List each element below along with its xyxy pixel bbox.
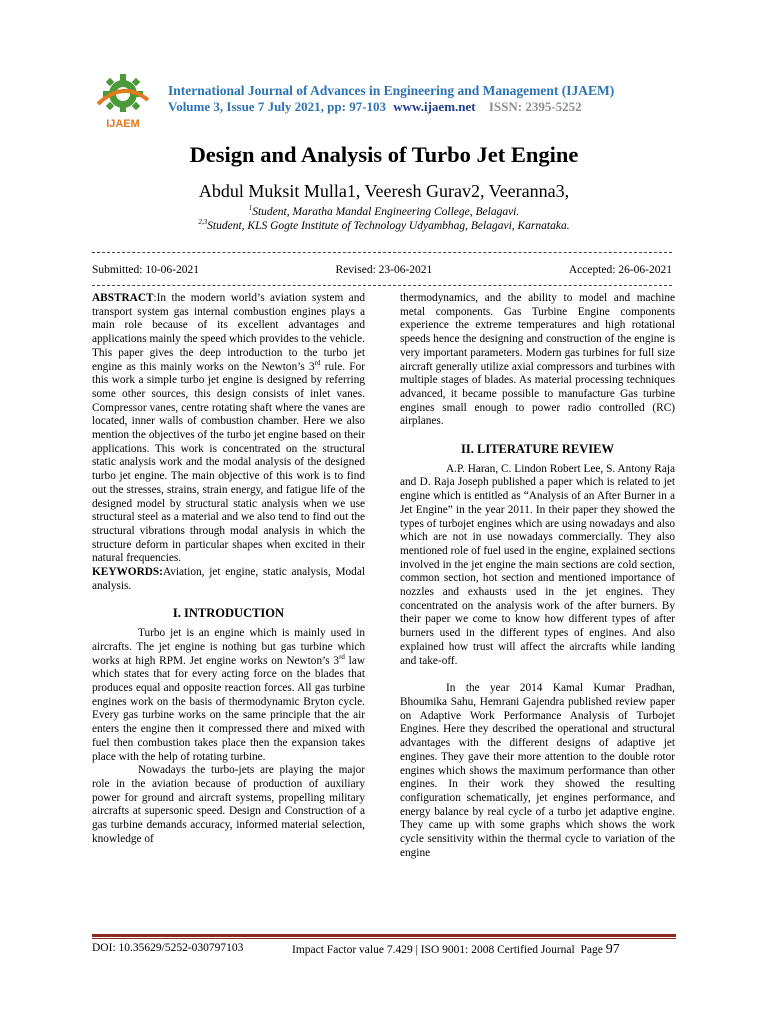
- issn: ISSN: 2395-5252: [488, 99, 582, 114]
- divider-bottom: [92, 285, 672, 286]
- abstract-sup: rd: [314, 358, 321, 367]
- abstract-text-2: rule. For this work a simple turbo jet engine is designed by referring some other sources, this design consists of inlet vanes. Compressor vanes, centre rotating shaft where the vanes are located, inner walls of combustion chamber. Here we also mention the objectives of the turbo jet engine based on their applications. This work is concentrated on the structural static analysis work and the modal analysis of the designed turbo jet engine. The main objective of this work is to find out the stresses, strains, strain energy, and fatigue life of the designed model by structural static analysis when we use structural steel as a material and we also tend to find out the structural vibrations through modal analysis in which the structure deform in particular shapes when excited in their natural frequencies.: [92, 360, 365, 565]
- impact-factor: Impact Factor value 7.429 | ISO 9001: 2008 Certified Journal: [292, 944, 575, 956]
- authors: Abdul Muksit Mulla1, Veeresh Gurav2, Veeranna3,: [198, 181, 570, 201]
- journal-name: International Journal of Advances in Engineering and Management (IJAEM): [168, 83, 615, 98]
- abstract-text: :In the modern world’s aviation system and transport system gas internal combustion engines plays a main role because of its excellent advantages and applications mainly the speed which provides to the vehicle. This paper gives the deep introduction to the turbo jet engine as this mainly works on the Newton’s 3: [92, 292, 365, 373]
- submitted-date: Submitted: 10-06-2021: [92, 264, 200, 276]
- affiliation-1-text: Student, Maratha Mandal Engineering College, Belagavi.: [252, 206, 520, 218]
- footer-rule: [92, 934, 676, 937]
- volume-info: Volume 3, Issue 7 July 2021, pp: 97-103: [168, 99, 387, 114]
- divider-top: [92, 252, 672, 253]
- footer-rule-thin: [92, 938, 676, 939]
- affiliation-1-sup: 1: [248, 204, 253, 213]
- website-link[interactable]: www.ijaem.net: [393, 99, 476, 114]
- doi: DOI: 10.35629/5252-030797103: [92, 942, 244, 954]
- abstract-label: ABSTRACT: [92, 292, 154, 304]
- keywords-label: KEYWORDS:: [92, 566, 163, 579]
- affiliation-2-text: Student, KLS Gogte Institute of Technology Udyambhag, Belagavi, Karnataka.: [207, 220, 570, 232]
- revised-date: Revised: 23-06-2021: [335, 264, 433, 276]
- abstract: [92, 292, 365, 566]
- literature-review-heading: II. LITERATURE REVIEW: [461, 442, 614, 457]
- paragraph-gap: [400, 668, 675, 682]
- dates-row: [92, 264, 672, 276]
- right-column: [400, 292, 675, 860]
- affiliation-2: [0, 220, 768, 232]
- intro-p1-text: Turbo jet is an engine which is mainly used in aircrafts. The jet engine is nothing but gas turbine which works at high RPM. Jet engine works on Newton’s 3: [92, 627, 365, 667]
- intro-paragraph-1: [92, 627, 365, 764]
- journal-volume-line: [168, 99, 582, 115]
- right-paragraph-0: thermodynamics, and the ability to model and machine metal components. Gas Turbine Engine components experience the extreme temperatures and high rotational speeds hence the designing and construction of the engine is very important parameters. Modern gas turbines for full size aircraft generally utilize axial compressors and turbines with multiple stages of blades. As material processing techniques advanced, it became possible to manufacture Gas turbine engines small enough to power radio controlled (RC) airplanes.: [400, 292, 675, 428]
- intro-heading: I. INTRODUCTION: [172, 606, 285, 621]
- accepted-date: Accepted: 26-06-2021: [568, 264, 672, 276]
- literature-paragraph-2: In the year 2014 Kamal Kumar Pradhan, Bhoumika Sahu, Hemrani Gajendra published review paper on Adaptive Work Performance Analysis of Turbojet Engines. Here they described the operational and structural advantages with the different designs of adaptive jet engines. They gave their more attention to the double rotor engines which shows the maximum performance than other engines. In their work they showed the resulting configuration schematically, jet engines performance, and energy balance by real cycle of a turbo jet adaptive engine. They came up with some graphs which shows the work cycle sensitivity within the thermal cycle to variation of the engine: [400, 682, 675, 859]
- logo-text: IJAEM: [106, 118, 140, 130]
- page-label: Page: [580, 944, 603, 956]
- literature-paragraph-1: A.P. Haran, C. Lindon Robert Lee, S. Antony Raja and D. Raja Joseph published a paper which is related to jet engine which is entitled as “Analysis of an After Burner in a Jet Engine” in the year 2011. In their paper they showed the types of turbojet engines which are using nowadays and also which are not in use nowadays commercially. They also mentioned role of fuel used in the engine, explained sections involved in the jet engine the main sections are cold section, common section, hot section and mentioned importance of nozzles and exhausts used in the jet engines. They concentrated on the analysis work of the after burners. By their paper we come to know how different types of after burners used in the different types of engines. And also explained how trust will affect the aircrafts while landing and take-off.: [400, 462, 675, 667]
- keywords-text: Aviation, jet engine, static analysis, Modal analysis.: [92, 566, 365, 592]
- journal-logo: [92, 70, 154, 132]
- affiliation-1: [0, 206, 768, 218]
- impact-and-page: [292, 942, 620, 958]
- keywords: [92, 566, 365, 593]
- intro-paragraph-2: Nowadays the turbo-jets are playing the major role in the aviation because of production of auxiliary power for ground and aircraft systems, propelling military aircrafts at supersonic speed. Design and Construction of a gas turbine demands accuracy, informed material selection, knowledge of: [92, 764, 365, 845]
- paper-title: Design and Analysis of Turbo Jet Engine: [189, 142, 579, 167]
- left-column: [92, 292, 365, 846]
- intro-p1-sup: rd: [339, 652, 345, 661]
- intro-p1-text-2: law which states that for every acting force on the blades that produces equal and opposite reaction forces. All gas turbine engines work on the basis of thermodynamic Bryton cycle. Every gas turbine works on the same principle that the air enters the engine then it compressed there and mixed with fuel then combustion takes place then the expansion takes place with the help of rotating turbine.: [92, 654, 365, 763]
- affiliation-2-sup: 2,3: [198, 218, 208, 227]
- page-number: 97: [605, 942, 620, 957]
